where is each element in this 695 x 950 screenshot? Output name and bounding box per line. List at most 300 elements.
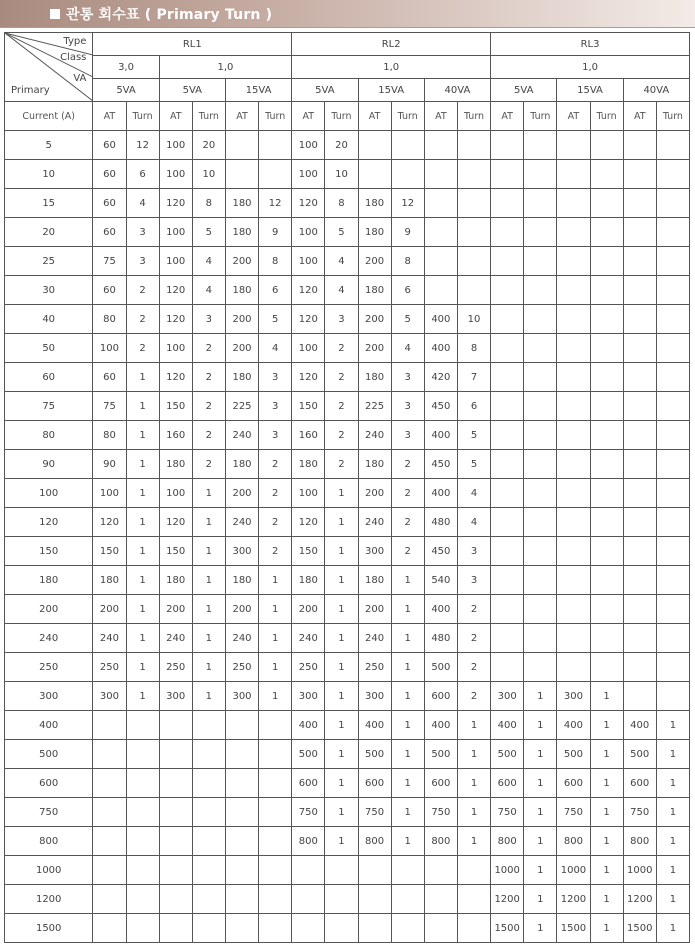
at-cell: 240: [225, 624, 258, 653]
turn-cell: [192, 711, 225, 740]
turn-cell: 1: [325, 740, 358, 769]
current-cell: 25: [5, 247, 93, 276]
turn-cell: [259, 740, 292, 769]
at-cell: [93, 856, 126, 885]
turn-cell: [192, 856, 225, 885]
at-cell: 150: [292, 392, 325, 421]
turn-cell: 20: [192, 131, 225, 160]
turn-cell: 5: [192, 218, 225, 247]
at-cell: [623, 421, 656, 450]
at-cell: [225, 798, 258, 827]
at-cell: 800: [424, 827, 457, 856]
at-cell: 180: [358, 276, 391, 305]
at-cell: [491, 653, 524, 682]
turn-cell: [259, 827, 292, 856]
at-cell: 100: [159, 131, 192, 160]
at-cell: [93, 914, 126, 943]
at-cell: [358, 914, 391, 943]
at-cell: [623, 653, 656, 682]
turn-cell: 2: [126, 276, 159, 305]
turn-cell: [457, 218, 490, 247]
turn-cell: 1: [192, 479, 225, 508]
at-cell: 500: [623, 740, 656, 769]
turn-cell: [656, 479, 689, 508]
at-cell: [424, 247, 457, 276]
turn-cell: [524, 566, 557, 595]
at-cell: 100: [159, 247, 192, 276]
table-row: [5, 566, 690, 595]
at-cell: [623, 218, 656, 247]
turn-cell: [325, 856, 358, 885]
turn-cell: 10: [192, 160, 225, 189]
table-row: [5, 392, 690, 421]
turn-cell: [590, 247, 623, 276]
turn-cell: [590, 508, 623, 537]
table-row: [5, 914, 690, 943]
turn-cell: [457, 856, 490, 885]
at-header: AT: [159, 102, 192, 131]
at-cell: 160: [292, 421, 325, 450]
at-cell: 480: [424, 508, 457, 537]
turn-cell: [656, 595, 689, 624]
turn-cell: [590, 537, 623, 566]
section-title-bar: [0, 0, 695, 28]
at-cell: 100: [292, 334, 325, 363]
turn-cell: 1: [457, 740, 490, 769]
at-cell: 1000: [557, 856, 590, 885]
turn-cell: 1: [126, 508, 159, 537]
at-cell: 300: [557, 682, 590, 711]
at-cell: 600: [358, 769, 391, 798]
at-cell: [557, 131, 590, 160]
table-row: [5, 682, 690, 711]
turn-cell: 2: [259, 537, 292, 566]
turn-cell: [656, 276, 689, 305]
at-cell: 240: [358, 624, 391, 653]
at-cell: [623, 363, 656, 392]
at-cell: 1200: [557, 885, 590, 914]
turn-cell: 1: [259, 624, 292, 653]
turn-cell: 9: [391, 218, 424, 247]
at-cell: [358, 131, 391, 160]
turn-cell: 3: [457, 566, 490, 595]
at-cell: 60: [93, 363, 126, 392]
turn-cell: 2: [126, 305, 159, 334]
turn-cell: 1: [590, 798, 623, 827]
at-cell: [159, 711, 192, 740]
at-cell: 750: [557, 798, 590, 827]
primary-turn-table: [4, 32, 690, 943]
current-cell: 240: [5, 624, 93, 653]
at-cell: 400: [358, 711, 391, 740]
turn-cell: [192, 885, 225, 914]
at-cell: 300: [225, 682, 258, 711]
turn-header: Turn: [192, 102, 225, 131]
at-cell: [424, 218, 457, 247]
corner-class-label: Class: [60, 52, 87, 63]
turn-cell: 1: [656, 914, 689, 943]
turn-cell: 4: [325, 276, 358, 305]
at-cell: 180: [292, 566, 325, 595]
at-cell: 600: [292, 769, 325, 798]
class-header-rl3: 1,0: [491, 56, 690, 79]
turn-cell: 1: [192, 595, 225, 624]
at-cell: [358, 160, 391, 189]
turn-cell: 1: [391, 682, 424, 711]
turn-cell: 1: [325, 595, 358, 624]
table-row: [5, 450, 690, 479]
at-cell: [623, 682, 656, 711]
turn-cell: 2: [259, 508, 292, 537]
turn-cell: [259, 856, 292, 885]
turn-cell: 1: [391, 653, 424, 682]
at-cell: 100: [159, 334, 192, 363]
turn-cell: [391, 131, 424, 160]
turn-cell: [126, 914, 159, 943]
turn-cell: 5: [391, 305, 424, 334]
turn-cell: 2: [391, 508, 424, 537]
turn-cell: [259, 711, 292, 740]
turn-cell: [656, 160, 689, 189]
at-cell: [358, 856, 391, 885]
turn-cell: 2: [391, 537, 424, 566]
turn-cell: [457, 160, 490, 189]
turn-cell: 1: [126, 537, 159, 566]
turn-cell: 1: [126, 450, 159, 479]
at-cell: 500: [557, 740, 590, 769]
at-cell: 400: [424, 711, 457, 740]
at-cell: 180: [225, 363, 258, 392]
turn-cell: 1: [126, 566, 159, 595]
table-row: [5, 363, 690, 392]
turn-cell: 3: [259, 392, 292, 421]
table-row: [5, 189, 690, 218]
at-cell: 100: [292, 247, 325, 276]
current-cell: 30: [5, 276, 93, 305]
turn-cell: [259, 160, 292, 189]
va-header: 15VA: [557, 79, 623, 102]
current-cell: 5: [5, 131, 93, 160]
table-row: [5, 160, 690, 189]
at-cell: [557, 160, 590, 189]
at-cell: 250: [292, 653, 325, 682]
turn-cell: 10: [457, 305, 490, 334]
turn-cell: 1: [126, 595, 159, 624]
at-cell: 90: [93, 450, 126, 479]
turn-cell: [590, 450, 623, 479]
at-cell: [424, 885, 457, 914]
at-cell: [292, 856, 325, 885]
table-row: [5, 537, 690, 566]
at-cell: 120: [93, 508, 126, 537]
turn-cell: 1: [259, 595, 292, 624]
turn-cell: [590, 624, 623, 653]
turn-cell: [524, 131, 557, 160]
square-bullet-icon: [50, 9, 60, 19]
va-header: 15VA: [358, 79, 424, 102]
turn-header: Turn: [524, 102, 557, 131]
current-cell: 250: [5, 653, 93, 682]
turn-cell: [457, 131, 490, 160]
at-cell: 120: [159, 508, 192, 537]
at-cell: [424, 914, 457, 943]
turn-cell: 1: [590, 740, 623, 769]
at-cell: 120: [292, 305, 325, 334]
at-cell: [424, 160, 457, 189]
turn-cell: 1: [325, 624, 358, 653]
at-cell: 180: [225, 450, 258, 479]
at-cell: [623, 131, 656, 160]
at-cell: 75: [93, 392, 126, 421]
at-cell: 180: [358, 189, 391, 218]
table-row: [5, 885, 690, 914]
current-cell: 150: [5, 537, 93, 566]
at-cell: 450: [424, 537, 457, 566]
at-cell: [557, 334, 590, 363]
turn-cell: [457, 247, 490, 276]
turn-cell: [524, 334, 557, 363]
turn-cell: [457, 189, 490, 218]
at-cell: 750: [623, 798, 656, 827]
turn-cell: 4: [259, 334, 292, 363]
at-cell: [623, 566, 656, 595]
turn-cell: 1: [524, 769, 557, 798]
turn-cell: [590, 421, 623, 450]
table-row: [5, 769, 690, 798]
at-cell: [225, 740, 258, 769]
class-header-rl2: 1,0: [292, 56, 491, 79]
turn-cell: 1: [524, 798, 557, 827]
at-cell: [557, 363, 590, 392]
turn-cell: 1: [457, 798, 490, 827]
at-cell: [557, 624, 590, 653]
at-cell: [491, 131, 524, 160]
turn-cell: 4: [325, 247, 358, 276]
at-cell: 200: [225, 334, 258, 363]
current-cell: 1000: [5, 856, 93, 885]
at-cell: 1500: [491, 914, 524, 943]
table-row: [5, 131, 690, 160]
turn-cell: 4: [126, 189, 159, 218]
at-header: AT: [557, 102, 590, 131]
at-cell: [225, 856, 258, 885]
turn-cell: 1: [524, 827, 557, 856]
turn-cell: [524, 363, 557, 392]
turn-cell: 1: [656, 740, 689, 769]
turn-cell: [457, 914, 490, 943]
at-cell: 500: [358, 740, 391, 769]
turn-header: Turn: [590, 102, 623, 131]
turn-header: Turn: [656, 102, 689, 131]
at-cell: 300: [292, 682, 325, 711]
turn-cell: 1: [192, 624, 225, 653]
at-cell: 600: [424, 682, 457, 711]
turn-cell: [391, 856, 424, 885]
turn-cell: 3: [126, 218, 159, 247]
class-header-rl1-a: 3,0: [93, 56, 159, 79]
turn-cell: 3: [192, 305, 225, 334]
turn-cell: 1: [590, 914, 623, 943]
current-cell: 600: [5, 769, 93, 798]
turn-cell: 1: [590, 769, 623, 798]
at-cell: [491, 334, 524, 363]
turn-cell: 1: [656, 885, 689, 914]
turn-cell: 1: [126, 392, 159, 421]
turn-cell: 1: [590, 827, 623, 856]
at-cell: 240: [93, 624, 126, 653]
at-cell: 400: [424, 334, 457, 363]
va-header: 5VA: [292, 79, 358, 102]
current-cell: 75: [5, 392, 93, 421]
at-cell: 120: [159, 305, 192, 334]
turn-cell: [656, 537, 689, 566]
turn-cell: 1: [391, 827, 424, 856]
at-cell: [623, 595, 656, 624]
at-cell: 200: [225, 595, 258, 624]
turn-cell: 4: [192, 276, 225, 305]
current-cell: 750: [5, 798, 93, 827]
at-cell: 120: [292, 363, 325, 392]
at-cell: [159, 740, 192, 769]
turn-cell: 3: [259, 421, 292, 450]
type-header-rl3: RL3: [491, 33, 690, 56]
at-cell: [491, 566, 524, 595]
table-row: [5, 479, 690, 508]
turn-cell: 1: [325, 711, 358, 740]
at-header: AT: [358, 102, 391, 131]
turn-cell: [524, 595, 557, 624]
at-cell: 540: [424, 566, 457, 595]
at-cell: 300: [491, 682, 524, 711]
va-header: 5VA: [159, 79, 225, 102]
at-cell: [623, 305, 656, 334]
corner-primary-label: Primary: [11, 85, 50, 96]
turn-cell: [524, 537, 557, 566]
turn-cell: 12: [259, 189, 292, 218]
turn-cell: 1: [259, 566, 292, 595]
turn-cell: [656, 653, 689, 682]
turn-cell: 2: [457, 624, 490, 653]
turn-header: Turn: [259, 102, 292, 131]
at-cell: 400: [491, 711, 524, 740]
turn-cell: [656, 508, 689, 537]
at-cell: 200: [358, 479, 391, 508]
turn-cell: 2: [325, 450, 358, 479]
at-cell: [225, 131, 258, 160]
at-cell: 750: [424, 798, 457, 827]
turn-cell: [656, 624, 689, 653]
at-cell: [623, 537, 656, 566]
at-cell: [557, 508, 590, 537]
turn-cell: [259, 885, 292, 914]
turn-cell: 1: [192, 566, 225, 595]
turn-cell: [524, 305, 557, 334]
at-cell: [424, 131, 457, 160]
at-cell: [292, 885, 325, 914]
at-cell: [557, 247, 590, 276]
table-row: [5, 218, 690, 247]
at-cell: 150: [159, 537, 192, 566]
turn-cell: 1: [524, 682, 557, 711]
at-cell: [557, 595, 590, 624]
turn-cell: 1: [325, 769, 358, 798]
at-cell: [491, 421, 524, 450]
turn-cell: 2: [391, 479, 424, 508]
turn-cell: [590, 218, 623, 247]
at-header: AT: [292, 102, 325, 131]
at-cell: 750: [292, 798, 325, 827]
turn-cell: [126, 827, 159, 856]
at-cell: 100: [292, 131, 325, 160]
at-cell: 300: [159, 682, 192, 711]
turn-cell: 2: [325, 392, 358, 421]
turn-cell: [656, 131, 689, 160]
at-cell: [557, 479, 590, 508]
at-cell: 100: [292, 479, 325, 508]
at-cell: [159, 856, 192, 885]
turn-cell: [656, 682, 689, 711]
at-cell: 600: [623, 769, 656, 798]
turn-cell: 6: [126, 160, 159, 189]
at-cell: 1000: [623, 856, 656, 885]
at-cell: [491, 189, 524, 218]
at-cell: 400: [424, 421, 457, 450]
turn-cell: 20: [325, 131, 358, 160]
at-cell: 60: [93, 276, 126, 305]
at-cell: 240: [292, 624, 325, 653]
at-cell: 120: [292, 508, 325, 537]
at-cell: 120: [292, 276, 325, 305]
va-header: 40VA: [424, 79, 490, 102]
turn-cell: [656, 247, 689, 276]
at-cell: 400: [292, 711, 325, 740]
at-cell: 300: [358, 537, 391, 566]
at-cell: [623, 189, 656, 218]
section-title: 관통 회수표 ( Primary Turn ): [66, 7, 273, 23]
turn-cell: 1: [656, 769, 689, 798]
at-cell: [557, 537, 590, 566]
turn-cell: 1: [259, 653, 292, 682]
at-cell: 180: [358, 566, 391, 595]
turn-cell: 3: [391, 421, 424, 450]
turn-cell: 1: [325, 508, 358, 537]
at-cell: 300: [93, 682, 126, 711]
turn-cell: [590, 479, 623, 508]
turn-cell: [259, 914, 292, 943]
at-cell: 200: [358, 334, 391, 363]
at-cell: 800: [491, 827, 524, 856]
at-cell: [557, 653, 590, 682]
at-cell: 120: [159, 189, 192, 218]
turn-cell: [524, 653, 557, 682]
current-cell: 50: [5, 334, 93, 363]
turn-cell: [391, 914, 424, 943]
turn-cell: 4: [457, 479, 490, 508]
va-header: 5VA: [491, 79, 557, 102]
at-cell: 240: [225, 508, 258, 537]
current-cell: 80: [5, 421, 93, 450]
turn-cell: 12: [391, 189, 424, 218]
turn-cell: [590, 392, 623, 421]
at-cell: [491, 247, 524, 276]
table-row: [5, 276, 690, 305]
turn-cell: 1: [457, 827, 490, 856]
at-cell: 240: [358, 421, 391, 450]
turn-cell: 6: [259, 276, 292, 305]
at-cell: [557, 276, 590, 305]
turn-cell: [656, 450, 689, 479]
at-cell: 75: [93, 247, 126, 276]
